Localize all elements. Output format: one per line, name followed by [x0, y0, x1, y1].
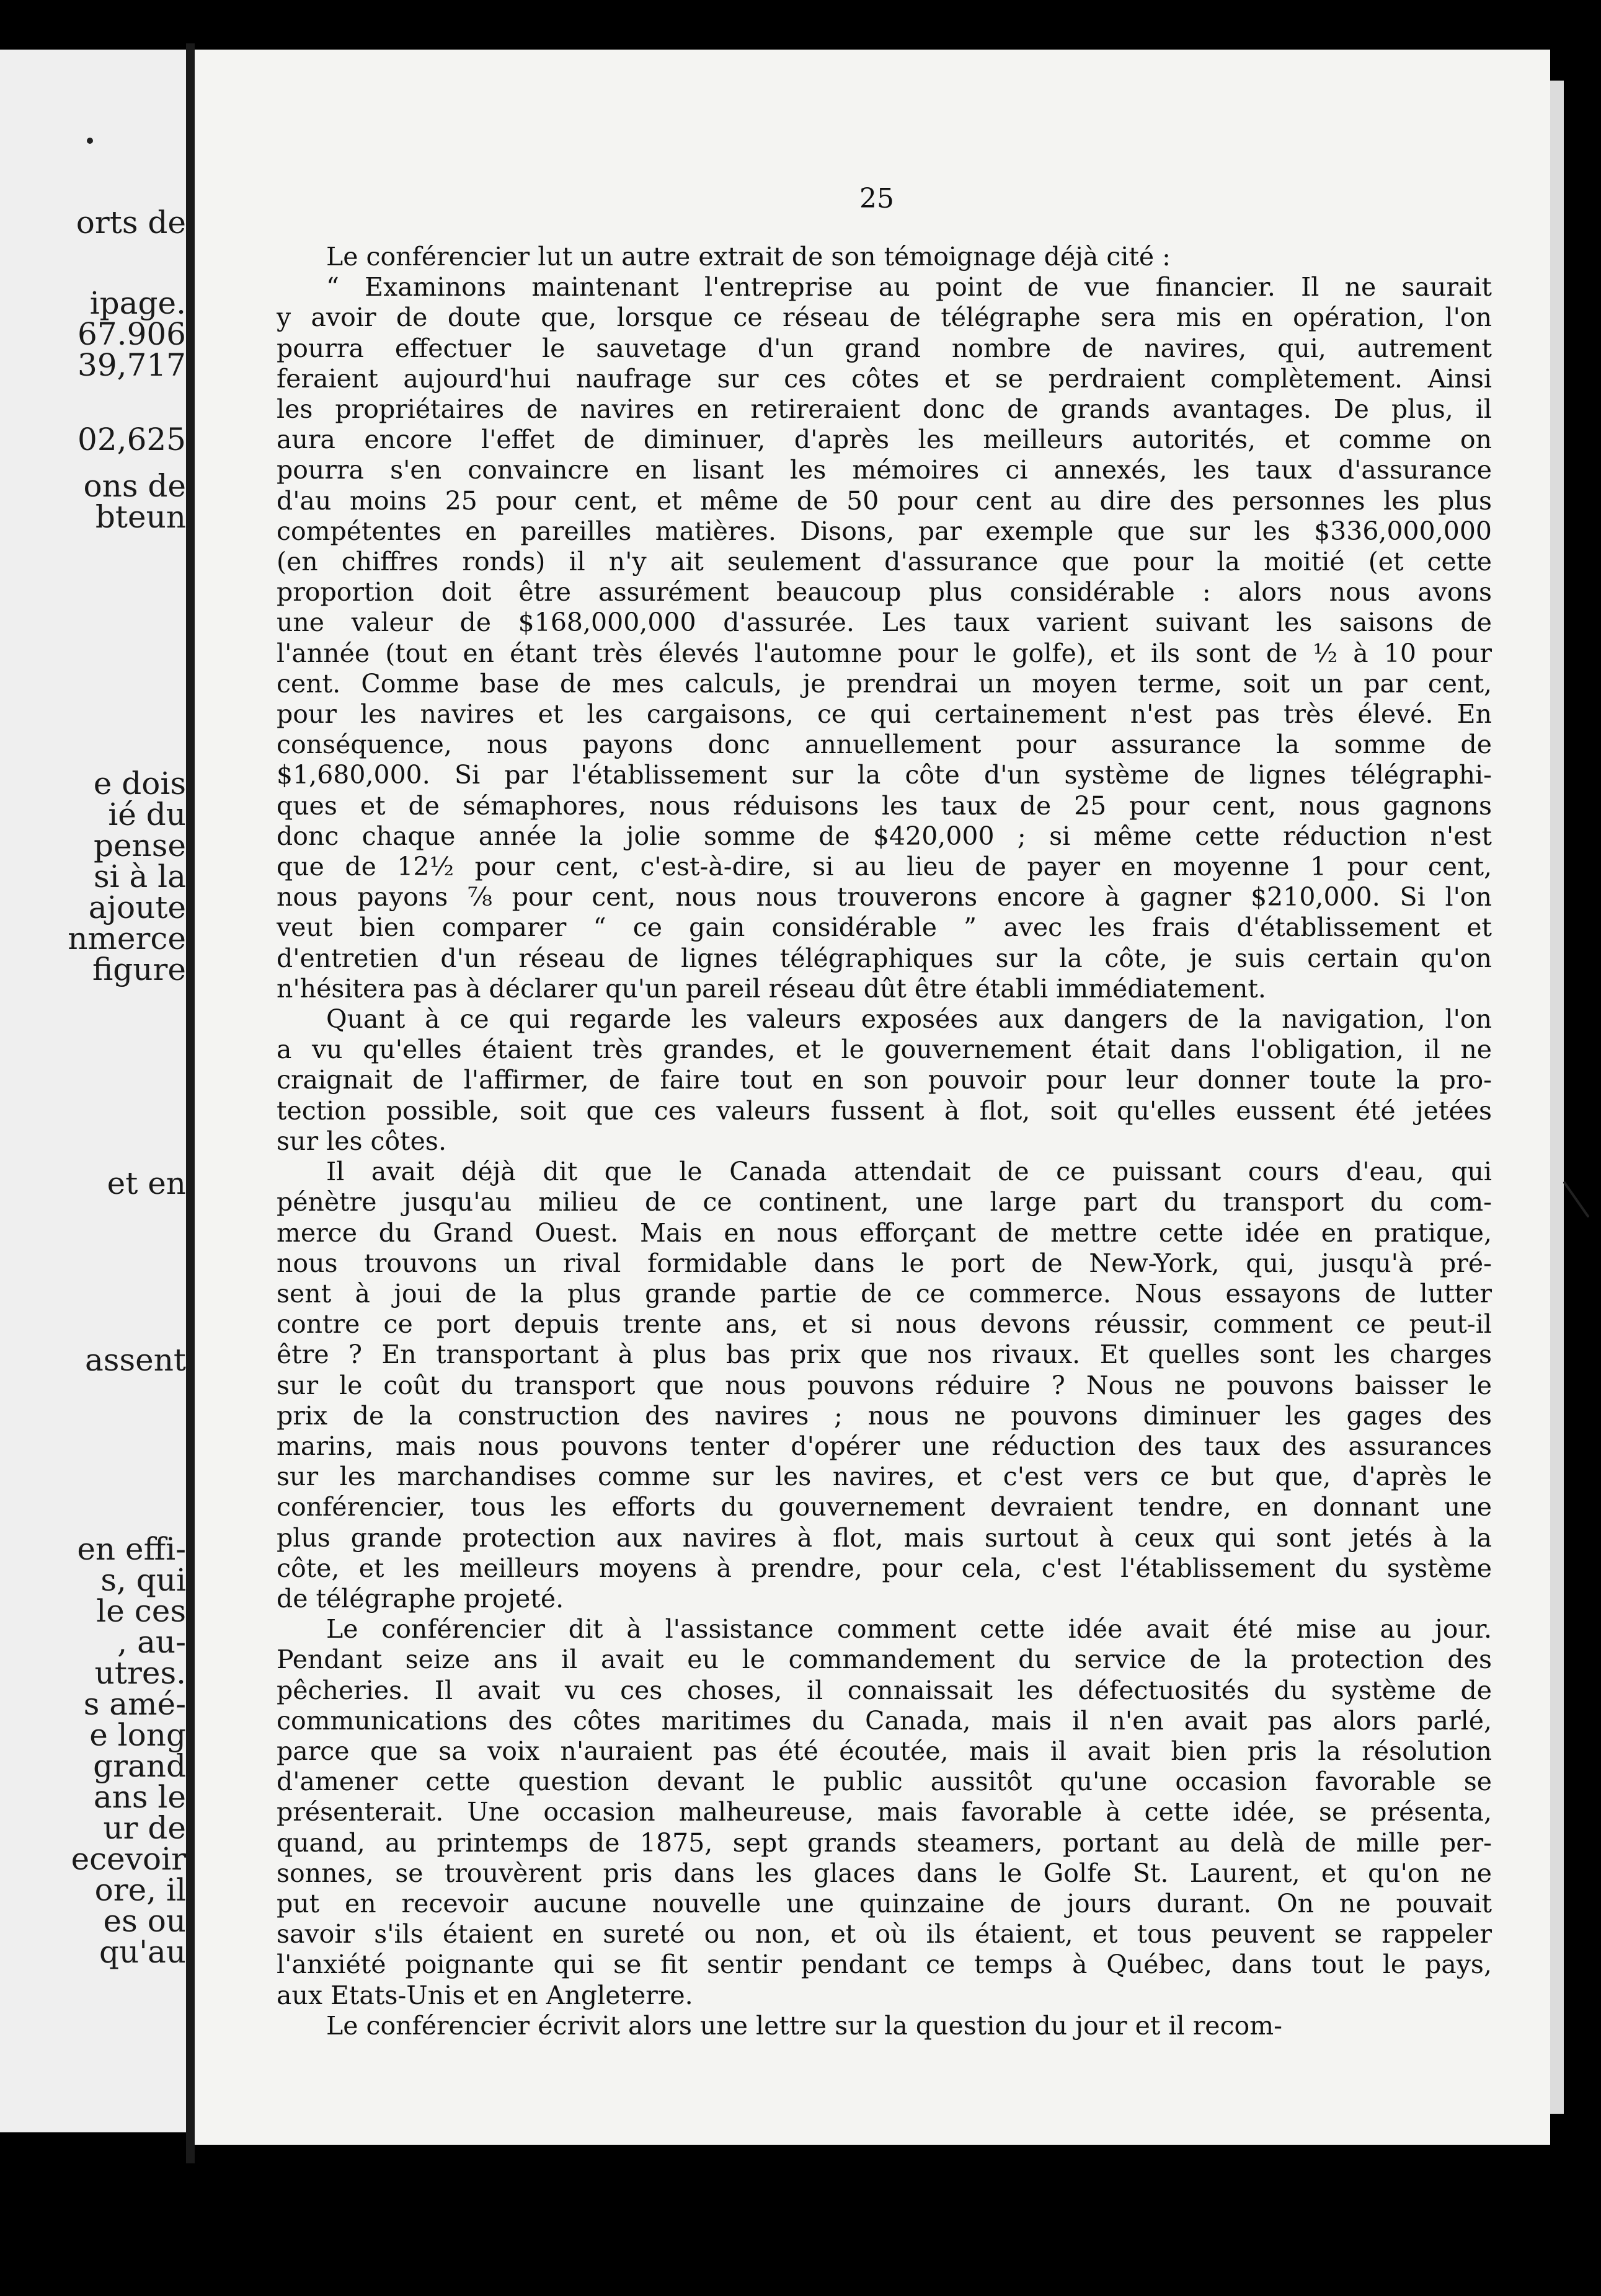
- text-line: aura encore l'effet de diminuer, d'après les meilleurs autorités, et comme on: [277, 425, 1492, 455]
- left-page-text-fragment: ons de: [83, 468, 186, 504]
- text-line: pourra effectuer le sauvetage d'un grand nombre de navires, qui, autrement: [277, 333, 1492, 363]
- text-line: $1,680,000. Si par l'établissement sur la côte d'un système de lignes télégraphi-: [277, 760, 1492, 790]
- scan-speck: [87, 138, 93, 144]
- text-line: Il avait déjà dit que le Canada attendait de ce puissant cours d'eau, qui: [326, 1157, 1492, 1187]
- paragraph: [277, 1157, 1492, 1614]
- text-line: ques et de sémaphores, nous réduisons les taux de 25 pour cent, nous gagnons: [277, 790, 1492, 821]
- text-line: y avoir de doute que, lorsque ce réseau de télégraphe sera mis en opération, l'on: [277, 302, 1492, 333]
- text-line: Le conférencier dit à l'assistance comment cette idée avait été mise au jour.: [326, 1614, 1492, 1645]
- text-line: sur le coût du transport que nous pouvons réduire ? Nous ne pouvons baisser le: [277, 1370, 1492, 1400]
- text-line: sent à joui de la plus grande partie de ce commerce. Nous essayons de lutter: [277, 1278, 1492, 1309]
- text-line: que de 12½ pour cent, c'est-à-dire, si au lieu de payer en moyenne 1 pour cent,: [277, 852, 1492, 882]
- text-line: pêcheries. Il avait vu ces choses, il connaissait les défectuosités du système de: [277, 1675, 1492, 1705]
- right-page: [195, 50, 1550, 2145]
- text-line: put en recevoir aucune nouvelle une quinzaine de jours durant. On ne pouvait: [277, 1888, 1492, 1918]
- left-page-text-fragment: ajoute: [88, 890, 186, 925]
- left-page-text-fragment: 39,717: [78, 347, 186, 383]
- text-line: pourra s'en convaincre en lisant les mémoires ci annexés, les taux d'assurance: [277, 455, 1492, 485]
- paragraph: [277, 242, 1492, 272]
- text-line: aux Etats-Unis et en Angleterre.: [277, 1980, 693, 2010]
- text-line: prix de la construction des navires ; nous ne pouvons diminuer les gages des: [277, 1400, 1492, 1431]
- left-page-text-fragment: nmerce: [68, 921, 186, 956]
- left-page-text-fragment: en effi-: [77, 1531, 186, 1567]
- left-page-text-fragment: e dois: [93, 766, 186, 801]
- text-line: de télégraphe projeté.: [277, 1583, 564, 1614]
- left-page-text-fragment: ore, il: [94, 1872, 186, 1908]
- left-page-text-fragment: s, qui: [100, 1562, 186, 1598]
- left-page-text-fragment: ur de: [103, 1810, 186, 1846]
- left-page-text-fragment: pense: [93, 828, 186, 863]
- text-line: savoir s'ils étaient en sureté ou non, et où ils étaient, et tous peuvent se rappeler: [277, 1919, 1492, 1949]
- text-line: veut bien comparer “ ce gain considérable ” avec les frais d'établissement et: [277, 912, 1492, 943]
- text-line: tection possible, soit que ces valeurs fussent à flot, soit qu'elles eussent été jetées: [277, 1095, 1492, 1126]
- left-page-text-fragment: grand: [93, 1748, 186, 1784]
- left-page-text-fragment: es ou: [103, 1903, 186, 1939]
- text-line: être ? En transportant à plus bas prix que nos rivaux. Et quelles sont les charges: [277, 1340, 1492, 1370]
- text-line: Le conférencier lut un autre extrait de son témoignage déjà cité :: [326, 242, 1171, 272]
- left-page-text-fragment: utres.: [94, 1655, 186, 1691]
- left-page-text-fragment: le ces: [96, 1593, 186, 1629]
- text-line: l'anxiété poignante qui se fit sentir pendant ce temps à Québec, dans tout le pays,: [277, 1949, 1492, 1980]
- text-line: d'entretien d'un réseau de lignes télégraphiques sur la côte, je suis certain qu'on: [277, 943, 1492, 973]
- text-line: nous payons ⅞ pour cent, nous nous trouverons encore à gagner $210,000. Si l'on: [277, 882, 1492, 912]
- text-line: (en chiffres ronds) il n'y ait seulement d'assurance que pour la moitié (et cette: [277, 547, 1492, 577]
- left-page-text-fragment: figure: [92, 952, 186, 987]
- left-page-text-fragment: 02,625: [78, 422, 186, 457]
- left-page-text-fragment: bteun: [95, 499, 186, 535]
- left-page-text-fragment: s amé-: [83, 1686, 186, 1722]
- text-line: contre ce port depuis trente ans, et si nous devons réussir, comment ce peut-il: [277, 1309, 1492, 1340]
- left-page-fragment: [0, 50, 186, 2132]
- left-page-text-fragment: assent: [84, 1342, 186, 1378]
- text-line: “ Examinons maintenant l'entreprise au point de vue financier. Il ne saurait: [326, 272, 1492, 302]
- text-line: les propriétaires de navires en retireraient donc de grands avantages. De plus, il: [277, 394, 1492, 425]
- left-page-text-fragment: 67.906: [78, 316, 186, 352]
- left-page-text-fragment: ans le: [93, 1779, 186, 1815]
- text-line: conférencier, tous les efforts du gouvernement devraient tendre, en donnant une: [277, 1492, 1492, 1522]
- text-line: conséquence, nous payons donc annuellement pour assurance la somme de: [277, 730, 1492, 760]
- text-line: communications des côtes maritimes du Canada, mais il n'en avait pas alors parlé,: [277, 1705, 1492, 1736]
- text-line: Quant à ce qui regarde les valeurs exposées aux dangers de la navigation, l'on: [326, 1004, 1492, 1035]
- text-line: donc chaque année la jolie somme de $420,000 ; si même cette réduction n'est: [277, 821, 1492, 851]
- left-page-text-fragment: orts de: [76, 205, 186, 241]
- text-line: plus grande protection aux navires à flot, mais surtout à ceux qui sont jetés à la: [277, 1522, 1492, 1553]
- text-line: d'amener cette question devant le public aussitôt qu'une occasion favorable se: [277, 1767, 1492, 1797]
- left-page-text-fragment: ecevoir: [71, 1841, 186, 1877]
- text-line: compétentes en pareilles matières. Disons, par exemple que sur les $336,000,000: [277, 516, 1492, 546]
- text-line: Pendant seize ans il avait eu le commandement du service de la protection des: [277, 1645, 1492, 1675]
- body-text: [277, 242, 1492, 2041]
- paragraph: [277, 2011, 1492, 2041]
- text-line: une valeur de $168,000,000 d'assurée. Les taux varient suivant les saisons de: [277, 607, 1492, 638]
- scan-speck: [1563, 1181, 1589, 1218]
- text-line: d'au moins 25 pour cent, et même de 50 pour cent au dire des personnes les plus: [277, 485, 1492, 516]
- paragraph: [277, 272, 1492, 1004]
- text-line: nous trouvons un rival formidable dans le port de New-York, qui, jusqu'à pré-: [277, 1248, 1492, 1278]
- left-page-text-fragment: e long: [89, 1717, 186, 1753]
- left-page-text-fragment: si à la: [93, 859, 186, 894]
- text-line: proportion doit être assurément beaucoup plus considérable : alors nous avons: [277, 577, 1492, 607]
- left-page-text-fragment: et en: [107, 1165, 186, 1201]
- paragraph: [277, 1004, 1492, 1157]
- text-line: sur les côtes.: [277, 1126, 446, 1156]
- left-page-text-fragment: ipage.: [89, 285, 186, 321]
- left-page-text-fragment: ié du: [108, 797, 186, 832]
- text-line: côte, et les meilleurs moyens à prendre, pour cela, c'est l'établissement du système: [277, 1553, 1492, 1583]
- text-line: craignait de l'affirmer, de faire tout en son pouvoir pour leur donner toute la pro-: [277, 1065, 1492, 1095]
- text-line: n'hésitera pas à déclarer qu'un pareil réseau dût être établi immédiatement.: [277, 973, 1266, 1004]
- text-line: sur les marchandises comme sur les navires, et c'est vers ce but que, d'après le: [277, 1462, 1492, 1492]
- text-line: pour les navires et les cargaisons, ce qui certainement n'est pas très élevé. En: [277, 699, 1492, 730]
- text-line: parce que sa voix n'auraient pas été écoutée, mais il avait bien pris la résolution: [277, 1736, 1492, 1766]
- book-gutter: [186, 43, 195, 2163]
- text-line: pénètre jusqu'au milieu de ce continent, une large part du transport du com-: [277, 1187, 1492, 1217]
- left-page-text-fragment: , au-: [117, 1624, 186, 1660]
- text-line: cent. Comme base de mes calculs, je prendrai un moyen terme, soit un par cent,: [277, 668, 1492, 699]
- text-line: sonnes, se trouvèrent pris dans les glaces dans le Golfe St. Laurent, et qu'on ne: [277, 1858, 1492, 1888]
- paragraph: [277, 1614, 1492, 2011]
- page-edge: [1550, 81, 1564, 2114]
- text-line: marins, mais nous pouvons tenter d'opérer une réduction des taux des assurances: [277, 1431, 1492, 1461]
- text-line: présenterait. Une occasion malheureuse, mais favorable à cette idée, se présenta,: [277, 1797, 1492, 1827]
- text-line: l'année (tout en étant très élevés l'automne pour le golfe), et ils sont de ½ à 10 pour: [277, 638, 1492, 668]
- left-page-text-fragment: qu'au: [99, 1934, 186, 1970]
- text-line: quand, au printemps de 1875, sept grands steamers, portant au delà de mille per-: [277, 1827, 1492, 1858]
- page-number: 25: [859, 183, 894, 214]
- text-line: feraient aujourd'hui naufrage sur ces côtes et se perdraient complètement. Ainsi: [277, 363, 1492, 394]
- text-line: a vu qu'elles étaient très grandes, et le gouvernement était dans l'obligation, il ne: [277, 1035, 1492, 1065]
- text-line: merce du Grand Ouest. Mais en nous efforçant de mettre cette idée en pratique,: [277, 1217, 1492, 1248]
- text-line: Le conférencier écrivit alors une lettre sur la question du jour et il recom-: [326, 2010, 1282, 2041]
